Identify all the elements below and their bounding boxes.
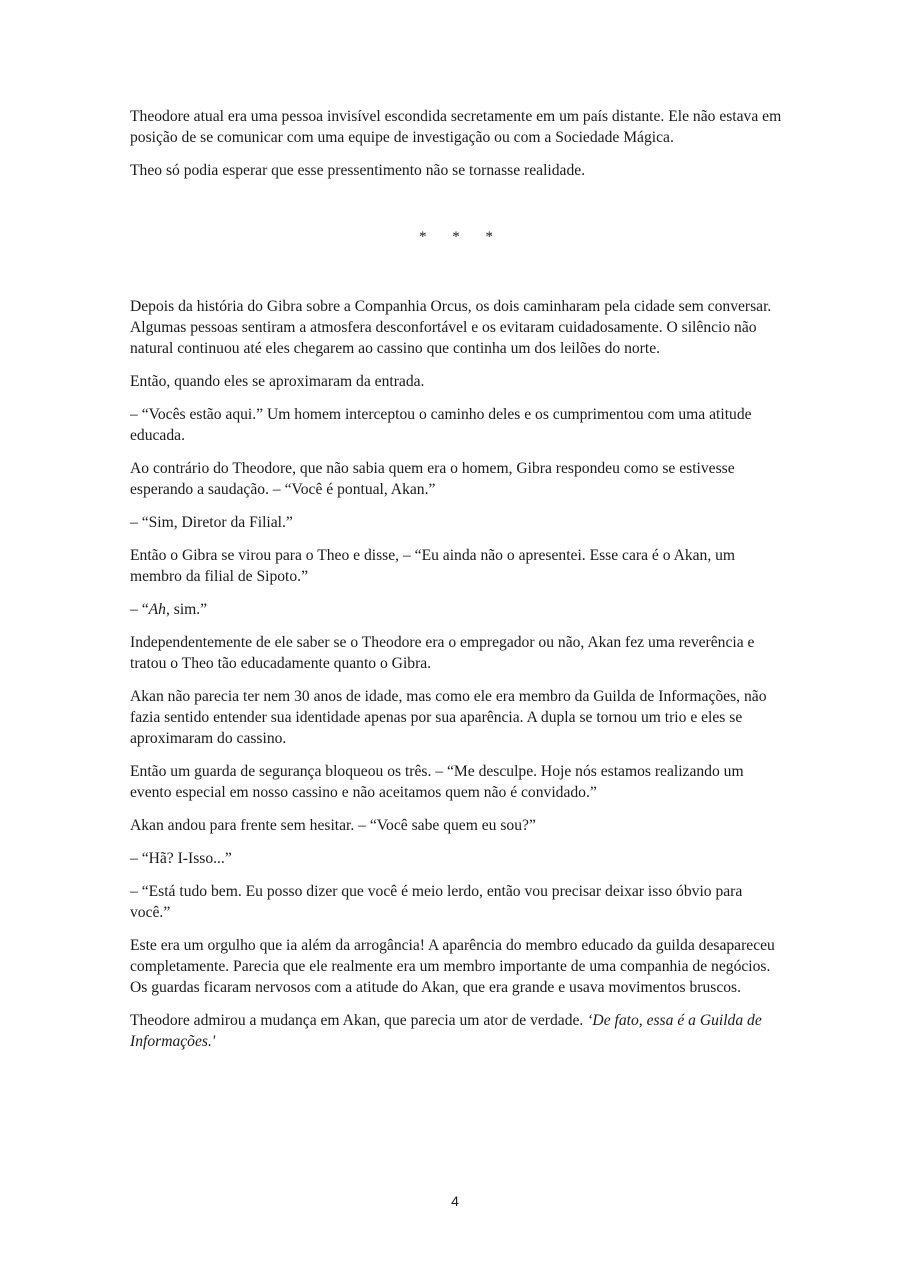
paragraph: Independentemente de ele saber se o Theodore era o empregador ou não, Akan fez uma reverência e tratou o Theo tão educadamente quanto o Gibra. — [130, 634, 755, 672]
separator-asterisk: * — [419, 229, 427, 245]
page-number: 4 — [451, 1193, 459, 1209]
paragraph: Este era um orgulho que ia além da arrogância! A aparência do membro educado da guilda desapareceu completamente. Parecia que ele realmente era um membro importante de uma companhia de negócios. Os guardas ficaram nervosos com a atitude do Akan, que era grande e usava movimentos bruscos. — [130, 937, 775, 996]
paragraph: Theo só podia esperar que esse pressentimento não se tornasse realidade. — [130, 162, 586, 179]
paragraph: Depois da história do Gibra sobre a Companhia Orcus, os dois caminharam pela cidade sem conversar. Algumas pessoas sentiram a atmosfera desconfortável e os evitaram cuidadosamente. O silêncio não natural continuou até eles chegarem ao cassino que continha um dos leilões do norte. — [130, 298, 772, 357]
paragraph: Ao contrário do Theodore, que não sabia quem era o homem, Gibra respondeu como se estivesse esperando a saudação. – “Você é pontual, Akan.” — [130, 460, 735, 498]
paragraph: Então um guarda de segurança bloqueou os três. – “Me desculpe. Hoje nós estamos realizando um evento especial em nosso cassino e não aceitamos quem não é convidado.” — [130, 763, 744, 801]
paragraph: Akan andou para frente sem hesitar. – “Você sabe quem eu sou?” — [130, 817, 536, 834]
document-page — [130, 106, 782, 1064]
dialogue-paragraph: – “Hã? I-Isso...” — [130, 850, 232, 867]
dialogue-paragraph — [130, 599, 782, 620]
paragraph: Então o Gibra se virou para o Theo e disse, – “Eu ainda não o apresentei. Esse cara é o Akan, um membro da filial de Sipoto.” — [130, 547, 736, 585]
separator-asterisk: * — [452, 229, 460, 245]
dialogue-paragraph: – “Está tudo bem. Eu posso dizer que você é meio lerdo, então vou precisar deixar isso óbvio para você.” — [130, 883, 743, 921]
dialogue-suffix: , sim.” — [165, 601, 208, 618]
paragraph — [130, 1010, 782, 1052]
dialogue-prefix: – “ — [130, 601, 149, 618]
separator-asterisk: * — [485, 229, 493, 245]
scene-separator — [130, 227, 782, 248]
paragraph: Theodore atual era uma pessoa invisível escondida secretamente em um país distante. Ele não estava em posição de se comunicar com uma equipe de investigação ou com a Sociedade Mágica. — [130, 108, 782, 146]
paragraph: Então, quando eles se aproximaram da entrada. — [130, 373, 425, 390]
paragraph: Akan não parecia ter nem 30 anos de idade, mas como ele era membro da Guilda de Informações, não fazia sentido entender sua identidade apenas por sua aparência. A dupla se tornou um trio e eles se aproximaram do cassino. — [130, 688, 767, 747]
italic-thought: ‘De fato, essa é a Guilda de Informações.' — [130, 1012, 762, 1050]
dialogue-paragraph: – “Sim, Diretor da Filial.” — [130, 514, 293, 531]
italic-word: Ah — [148, 601, 166, 618]
paragraph-text: Theodore admirou a mudança em Akan, que parecia um ator de verdade. — [130, 1012, 588, 1029]
dialogue-paragraph: – “Vocês estão aqui.” Um homem interceptou o caminho deles e os cumprimentou com uma atitude educada. — [130, 406, 752, 444]
